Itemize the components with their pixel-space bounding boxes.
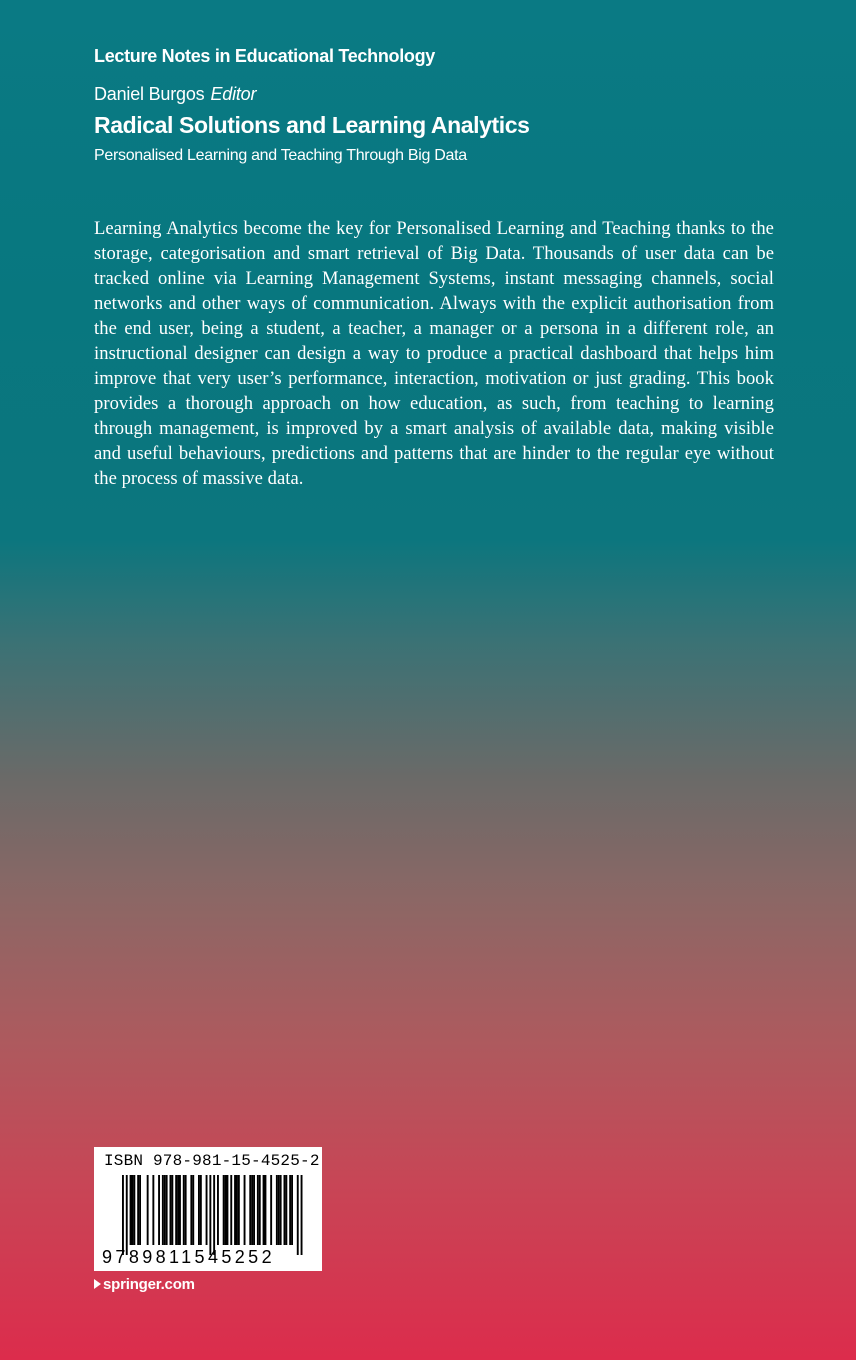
barcode-bar bbox=[249, 1175, 251, 1245]
barcode-bar bbox=[276, 1175, 278, 1245]
barcode-bar bbox=[137, 1175, 139, 1245]
barcode-bar bbox=[230, 1175, 232, 1245]
barcode-guard-bar bbox=[301, 1175, 303, 1255]
book-title: Radical Solutions and Learning Analytics bbox=[94, 112, 530, 138]
barcode-digits: 9789811545252 bbox=[102, 1247, 276, 1267]
barcode-bar bbox=[130, 1175, 132, 1245]
barcode-bar bbox=[164, 1175, 166, 1245]
arrow-right-icon bbox=[94, 1279, 101, 1289]
publisher-link[interactable] bbox=[94, 1276, 195, 1293]
barcode-bar bbox=[190, 1175, 192, 1245]
barcode-bar bbox=[185, 1175, 187, 1245]
book-subtitle: Personalised Learning and Teaching Through Big Data bbox=[94, 147, 467, 164]
barcode-bar bbox=[270, 1175, 272, 1245]
barcode-bar bbox=[162, 1175, 164, 1245]
barcode-bar bbox=[225, 1175, 227, 1245]
barcode-bar bbox=[158, 1175, 160, 1245]
barcode-bar bbox=[291, 1175, 293, 1245]
book-description: Learning Analytics become the key for Personalised Learning and Teaching thanks to the storage, categorisation and smart retrieval of Big Data. Thousands of user data can be tracked online via Learning Management Systems, instant messaging channels, social networks and other ways of communication. Always with the explicit authorisation from the end user, being a student, a teacher, a manager or a persona in a different role, an instructional designer can design a way to produce a practical dashboard that helps him improve that very user’s performance, interaction, motivation or just grading. This book provides a thorough approach on how education, as such, from teaching to learning through management, is improved by a smart analysis of available data, making visible and useful behaviours, predictions and patterns that are hinder to the regular eye without the process of massive data. bbox=[94, 218, 774, 489]
barcode-bar bbox=[251, 1175, 253, 1245]
barcode-guard-bar bbox=[297, 1175, 299, 1255]
barcode-bar bbox=[198, 1175, 200, 1245]
barcode-bar bbox=[139, 1175, 141, 1245]
barcode-bar bbox=[263, 1175, 265, 1245]
barcode-bar bbox=[234, 1175, 236, 1245]
isbn-barcode bbox=[94, 1147, 322, 1271]
barcode-bar bbox=[278, 1175, 280, 1245]
barcode-bar bbox=[284, 1175, 286, 1245]
barcode-bar bbox=[200, 1175, 202, 1245]
barcode-bar bbox=[132, 1175, 134, 1245]
barcode-bar bbox=[170, 1175, 172, 1245]
barcode-bar bbox=[223, 1175, 225, 1245]
barcode-bar bbox=[244, 1175, 246, 1245]
barcode-bar bbox=[206, 1175, 208, 1245]
barcode-bar bbox=[236, 1175, 238, 1245]
barcode-bar bbox=[177, 1175, 179, 1245]
barcode-guard-bar bbox=[126, 1175, 128, 1255]
barcode-bar bbox=[192, 1175, 194, 1245]
barcode-bar bbox=[179, 1175, 181, 1245]
barcode-guard-bar bbox=[213, 1175, 215, 1255]
barcode-bar bbox=[227, 1175, 229, 1245]
barcode-bar bbox=[238, 1175, 240, 1245]
barcode-bar bbox=[152, 1175, 154, 1245]
editor-role: Editor bbox=[210, 84, 257, 104]
barcode-bar bbox=[171, 1175, 173, 1245]
editor-name: Daniel Burgos bbox=[94, 84, 205, 104]
barcode-bar bbox=[257, 1175, 259, 1245]
barcode-bar bbox=[133, 1175, 135, 1245]
isbn-label: ISBN 978-981-15-4525-2 bbox=[104, 1152, 320, 1170]
barcode-bar bbox=[166, 1175, 168, 1245]
barcode-bar bbox=[259, 1175, 261, 1245]
barcode-bar bbox=[217, 1175, 219, 1245]
barcode-bar bbox=[253, 1175, 255, 1245]
series-title: Lecture Notes in Educational Technology bbox=[94, 46, 436, 66]
editor-line bbox=[94, 84, 256, 105]
barcode-guard-bar bbox=[122, 1175, 124, 1255]
barcode-bar bbox=[289, 1175, 291, 1245]
barcode-bar bbox=[280, 1175, 282, 1245]
barcode-guard-bar bbox=[209, 1175, 211, 1255]
barcode-bar bbox=[265, 1175, 267, 1245]
barcode-bar bbox=[175, 1175, 177, 1245]
publisher-url: springer.com bbox=[103, 1276, 195, 1293]
barcode-bar bbox=[147, 1175, 149, 1245]
barcode-bar bbox=[285, 1175, 287, 1245]
barcode-bar bbox=[183, 1175, 185, 1245]
